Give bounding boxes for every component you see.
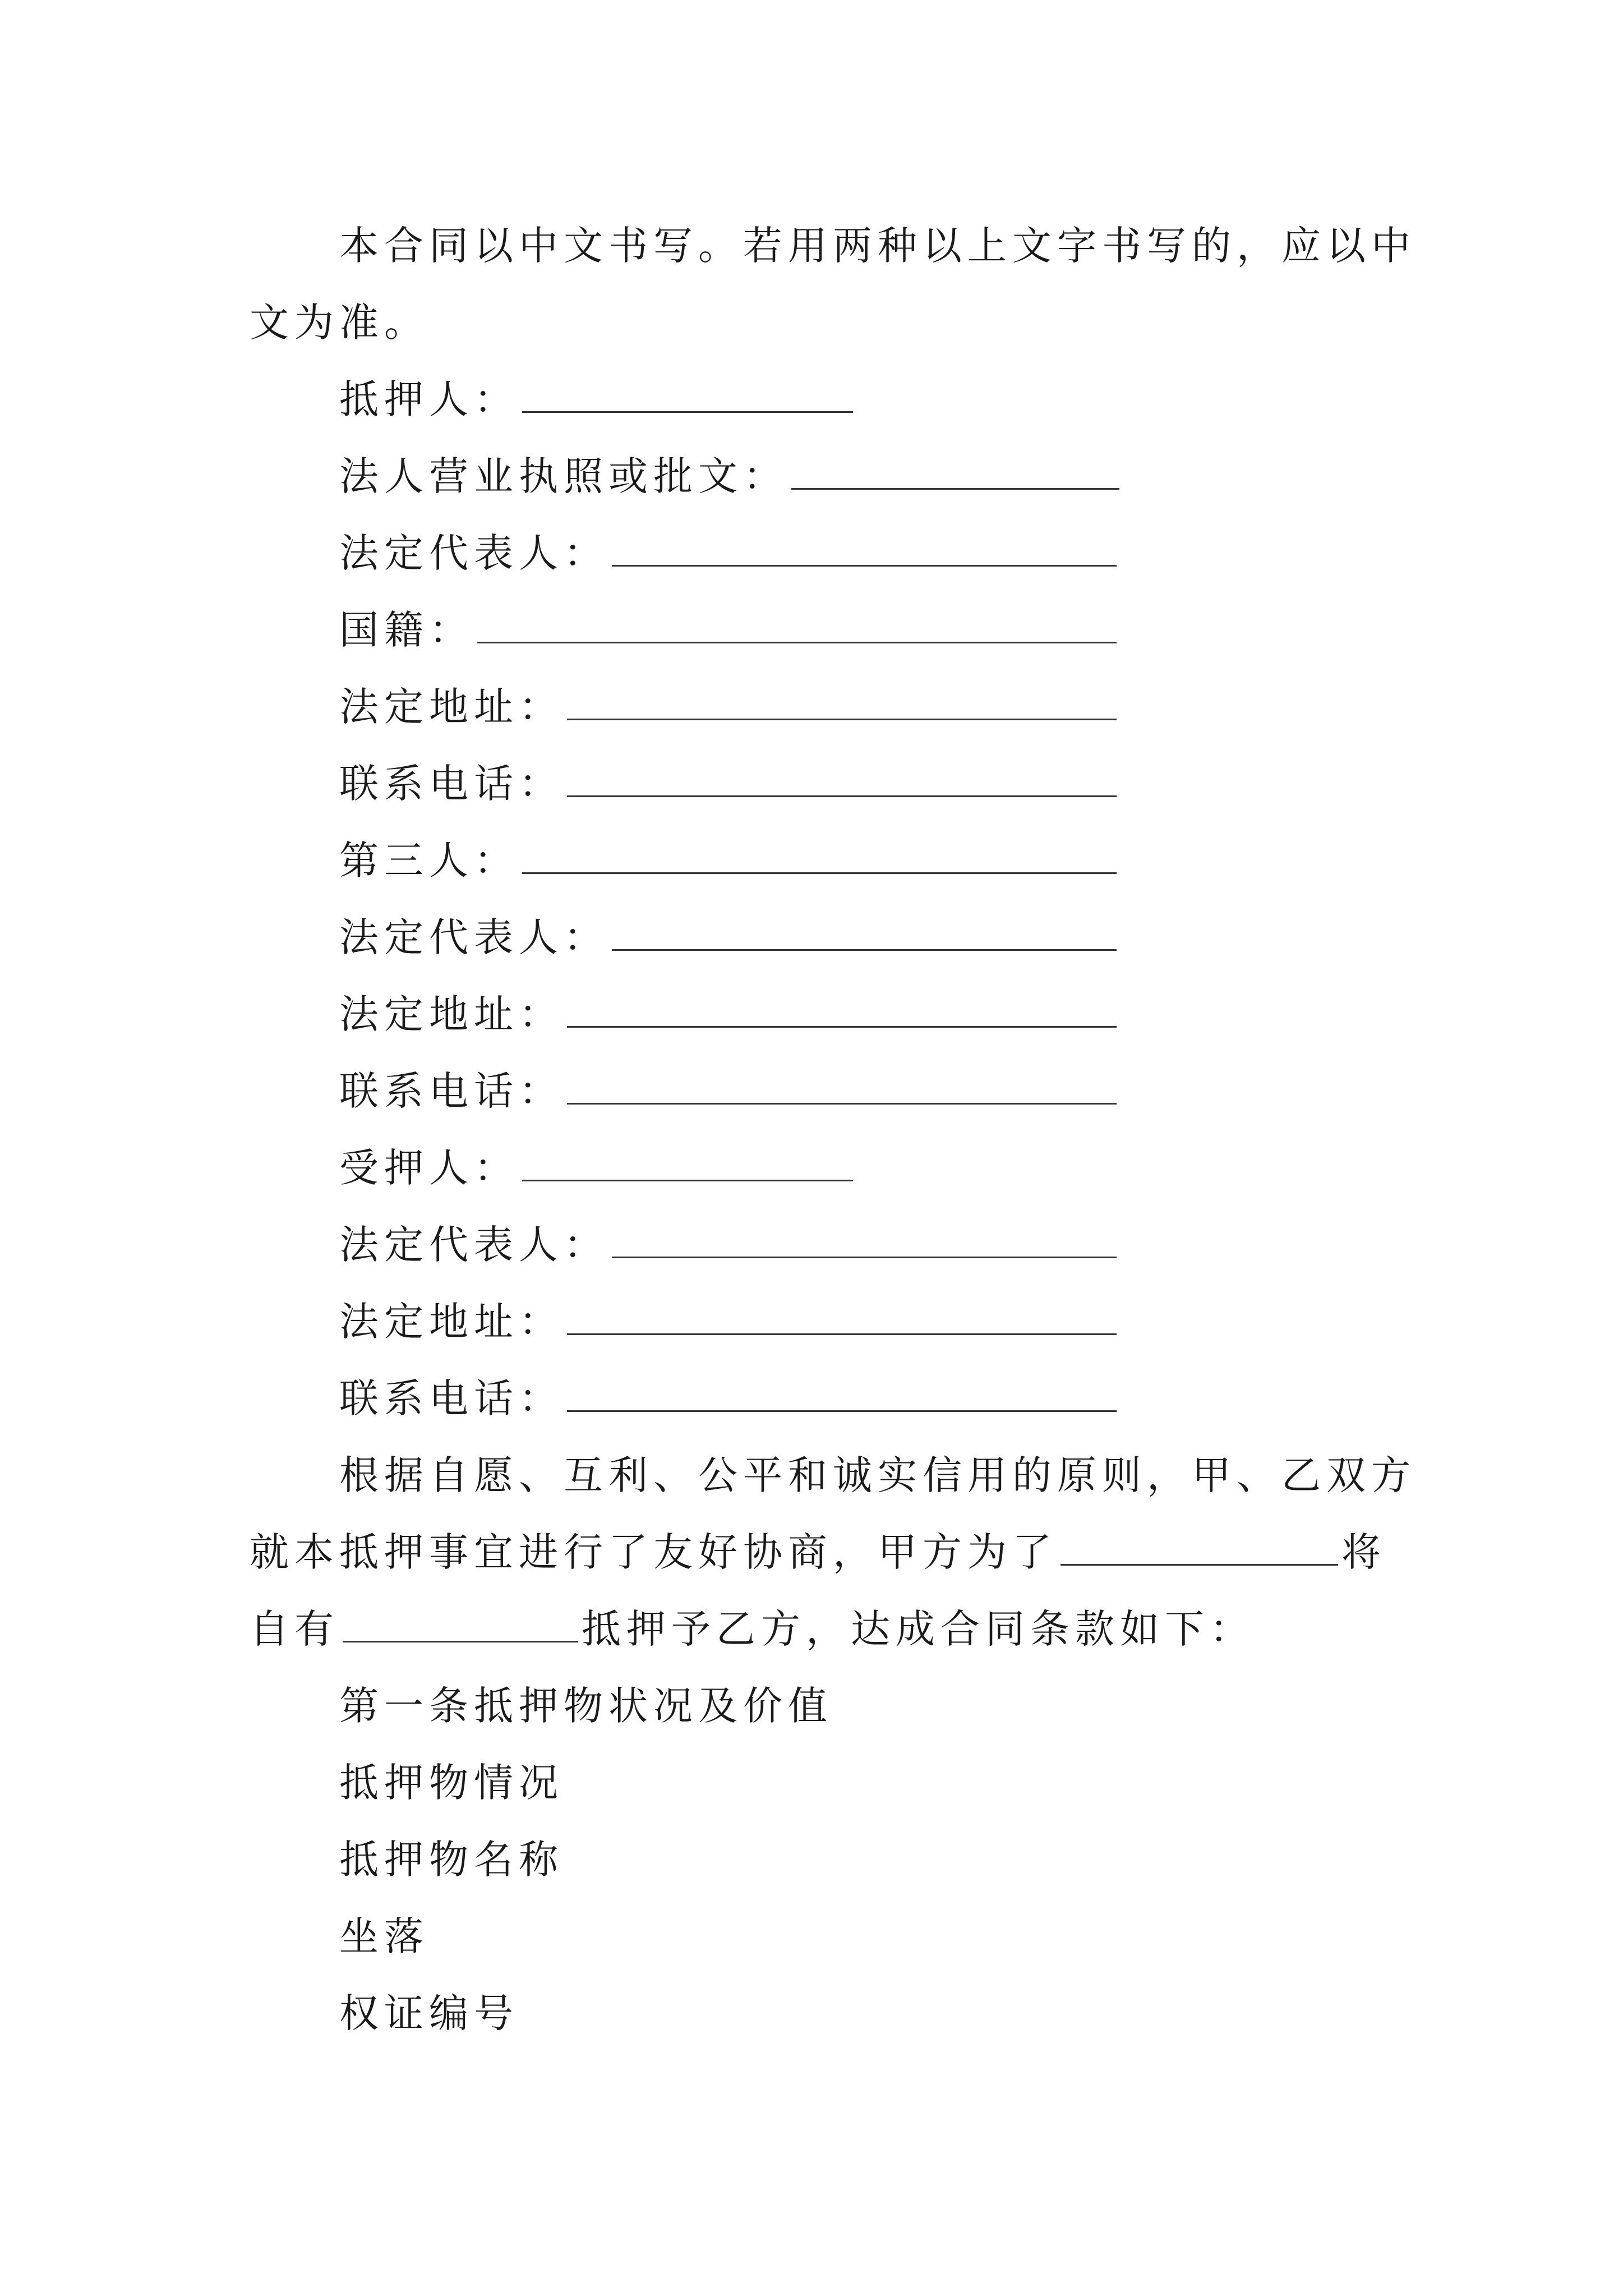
field-phone bbox=[250, 1360, 1388, 1437]
field-label: 第三人： bbox=[339, 838, 519, 884]
field-legal-representative bbox=[250, 1207, 1388, 1283]
article-item: 权证编号 bbox=[339, 1990, 519, 2036]
document-page bbox=[250, 208, 1416, 2052]
preamble-line-1: 根据自愿、互利、公平和诚实信用的原则，甲、乙双方 bbox=[339, 1452, 1416, 1498]
blank-line[interactable] bbox=[567, 1375, 1117, 1412]
field-mortgagor bbox=[250, 361, 1388, 438]
blank-line[interactable] bbox=[567, 991, 1117, 1028]
field-label: 法定地址： bbox=[339, 684, 564, 730]
preamble-text: 抵押予乙方，达成合同条款如下： bbox=[582, 1606, 1255, 1652]
field-legal-address bbox=[250, 669, 1388, 746]
field-label: 法人营业执照或批文： bbox=[339, 453, 788, 499]
intro-line-1: 本合同以中文书写。若用两种以上文字书写的，应以中 bbox=[339, 223, 1416, 269]
blank-line[interactable] bbox=[612, 530, 1117, 567]
field-business-license bbox=[250, 438, 1388, 515]
article-item: 抵押物名称 bbox=[339, 1837, 564, 1883]
blank-line[interactable] bbox=[791, 453, 1119, 490]
blank-line[interactable] bbox=[522, 376, 853, 413]
field-label: 抵押人： bbox=[339, 376, 519, 422]
preamble-text: 自有 bbox=[250, 1606, 339, 1652]
blank-line[interactable] bbox=[612, 914, 1117, 951]
field-legal-address bbox=[250, 1283, 1388, 1360]
article-title: 第一条抵押物状况及价值 bbox=[339, 1683, 833, 1729]
blank-line[interactable] bbox=[567, 1299, 1117, 1335]
field-mortgagee bbox=[250, 1130, 1388, 1207]
field-label: 法定地址： bbox=[339, 1299, 564, 1345]
field-third-party bbox=[250, 822, 1388, 899]
article-item: 坐落 bbox=[339, 1913, 429, 1959]
preamble-line-2 bbox=[250, 1514, 1388, 1591]
field-phone bbox=[250, 1053, 1388, 1130]
blank-line[interactable] bbox=[522, 1145, 853, 1181]
field-label: 法定代表人： bbox=[339, 914, 608, 960]
blank-line[interactable] bbox=[612, 1222, 1117, 1258]
intro-line-2: 文为准。 bbox=[250, 300, 429, 346]
blank-line[interactable] bbox=[343, 1606, 578, 1642]
field-label: 法定代表人： bbox=[339, 530, 608, 576]
field-label: 法定地址： bbox=[339, 991, 564, 1037]
field-label: 联系电话： bbox=[339, 761, 564, 807]
preamble-text: 将 bbox=[1341, 1529, 1386, 1575]
preamble-line-3 bbox=[250, 1591, 1388, 1668]
field-legal-representative bbox=[250, 515, 1388, 592]
field-nationality bbox=[250, 592, 1388, 669]
field-label: 法定代表人： bbox=[339, 1222, 608, 1268]
blank-line[interactable] bbox=[567, 684, 1117, 720]
blank-line[interactable] bbox=[567, 761, 1117, 797]
blank-line[interactable] bbox=[1061, 1529, 1338, 1566]
blank-line[interactable] bbox=[477, 607, 1117, 643]
field-legal-representative bbox=[250, 899, 1388, 976]
article-item: 抵押物情况 bbox=[339, 1760, 564, 1806]
field-legal-address bbox=[250, 976, 1388, 1053]
field-label: 受押人： bbox=[339, 1145, 519, 1191]
blank-line[interactable] bbox=[567, 1068, 1117, 1105]
field-phone bbox=[250, 746, 1388, 822]
blank-line[interactable] bbox=[522, 838, 1117, 874]
field-label: 联系电话： bbox=[339, 1375, 564, 1421]
preamble-text: 就本抵押事宜进行了友好协商，甲方为了 bbox=[250, 1529, 1057, 1575]
field-label: 联系电话： bbox=[339, 1068, 564, 1114]
field-label: 国籍： bbox=[339, 607, 474, 653]
